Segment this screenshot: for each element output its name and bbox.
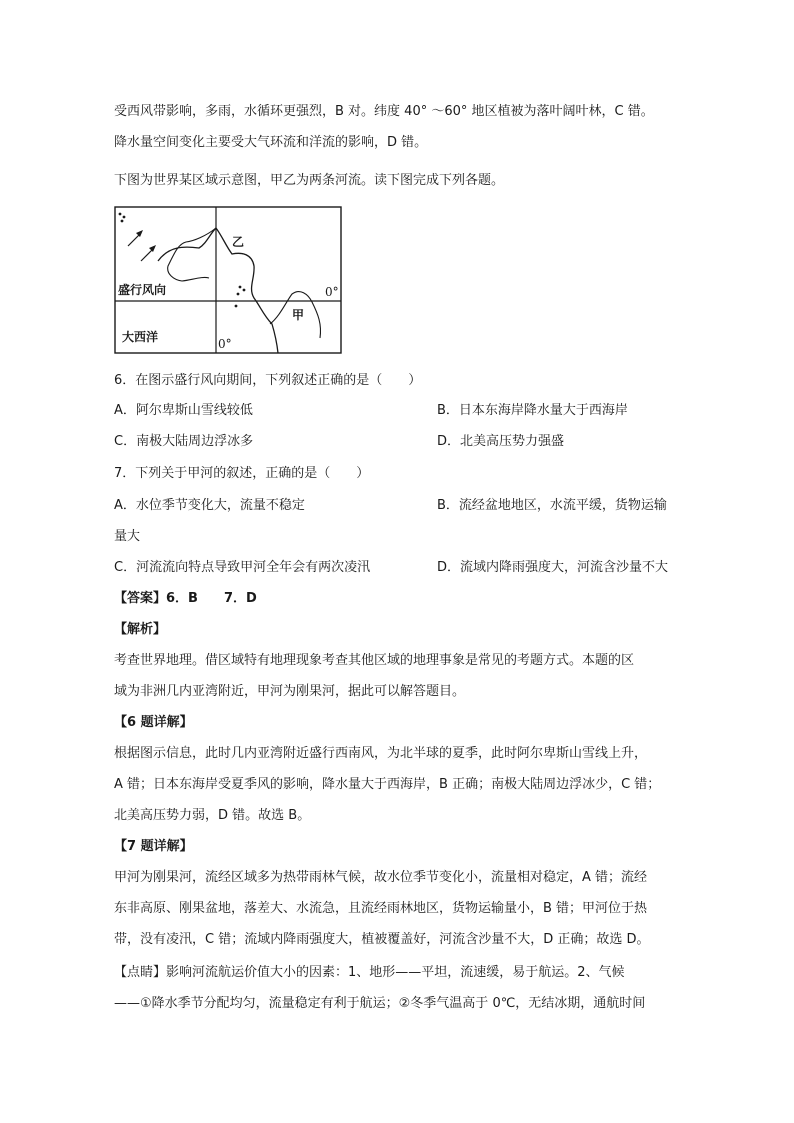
detail7-line-2: 东非高原、刚果盆地，落差大、水流急，且流经雨林地区，货物运输量小，B 错；甲河位于热 [114,901,648,916]
tip-line-2: ——①降水季节分配均匀，流量稳定有利于航运；②冬季气温高于 0℃，无结冰期，通航时间 [114,996,646,1011]
label-river-yi: 乙 [232,235,245,249]
q7-option-b-cont: 量大 [114,529,141,544]
island-dot [243,289,246,292]
analysis-heading: 【解析】 [114,622,167,637]
q6-stem: 6．在图示盛行风向期间，下列叙述正确的是（ ） [114,373,422,388]
island-dot [239,286,242,289]
q6-option-c: C．南极大陆周边浮冰多 [114,434,254,449]
label-equator-0: 0° [325,285,339,299]
label-meridian-0: 0° [218,337,232,351]
q7-option-a: A．水位季节变化大，流量不稳定 [114,498,305,513]
q7-stem: 7．下列关于甲河的叙述，正确的是（ ） [114,466,370,481]
intro-line-1: 受西风带影响，多雨，水循环更强烈，B 对。纬度 40° ～60° 地区植被为落叶阔叶林，C 错。 [114,104,654,119]
island-dot [123,216,126,219]
island-dot [237,293,240,296]
label-prevailing-wind: 盛行风向 [118,283,167,297]
intro-line-2: 降水量空间变化主要受大气环流和洋流的影响，D 错。 [114,135,428,150]
label-river-jia: 甲 [292,308,305,322]
map-prompt: 下图为世界某区域示意图，甲乙为两条河流。读下图完成下列各题。 [114,173,505,188]
detail6-line-2: A 错；日本东海岸受夏季风的影响，降水量大于西海岸，B 正确；南极大陆周边浮冰少，C 错； [114,777,661,792]
answer: 【答案】6．B 7．D [114,591,257,606]
q6-option-a: A．阿尔卑斯山雪线较低 [114,403,253,418]
region-map [114,206,342,354]
detail7-heading: 【7 题详解】 [114,839,193,854]
q7-option-c: C．河流流向特点导致甲河全年会有两次凌汛 [114,560,371,575]
analysis-line-2: 域为非洲几内亚湾附近，甲河为刚果河，据此可以解答题目。 [114,684,466,699]
detail6-heading: 【6 题详解】 [114,715,193,730]
label-atlantic: 大西洋 [122,330,159,344]
q7-option-d: D．流域内降雨强度大，河流含沙量不大 [437,560,669,575]
detail6-line-3: 北美高压势力弱，D 错。故选 B。 [114,808,311,823]
detail6-line-1: 根据图示信息，此时几内亚湾附近盛行西南风，为北半球的夏季，此时阿尔卑斯山雪线上升， [114,746,648,761]
detail7-line-3: 带，没有凌汛，C 错；流域内降雨强度大，植被覆盖好，河流含沙量不大，D 正确；故选 D。 [114,932,650,947]
q6-option-b: B．日本东海岸降水量大于西海岸 [437,403,628,418]
tip-line-1: 【点睛】影响河流航运价值大小的因素：1、地形——平坦，流速缓，易于航运。2、气候 [114,965,625,980]
q7-option-b: B．流经盆地地区，水流平缓，货物运输 [437,498,667,513]
detail7-line-1: 甲河为刚果河，流经区域多为热带雨林气候，故水位季节变化小，流量相对稳定，A 错；流经 [114,870,648,885]
analysis-line-1: 考查世界地理。借区域特有地理现象考查其他区域的地理事象是常见的考题方式。本题的区 [114,653,635,668]
island-dot [119,213,122,216]
q6-option-d: D．北美高压势力强盛 [437,434,565,449]
island-dot [235,305,238,308]
island-dot [121,220,124,223]
